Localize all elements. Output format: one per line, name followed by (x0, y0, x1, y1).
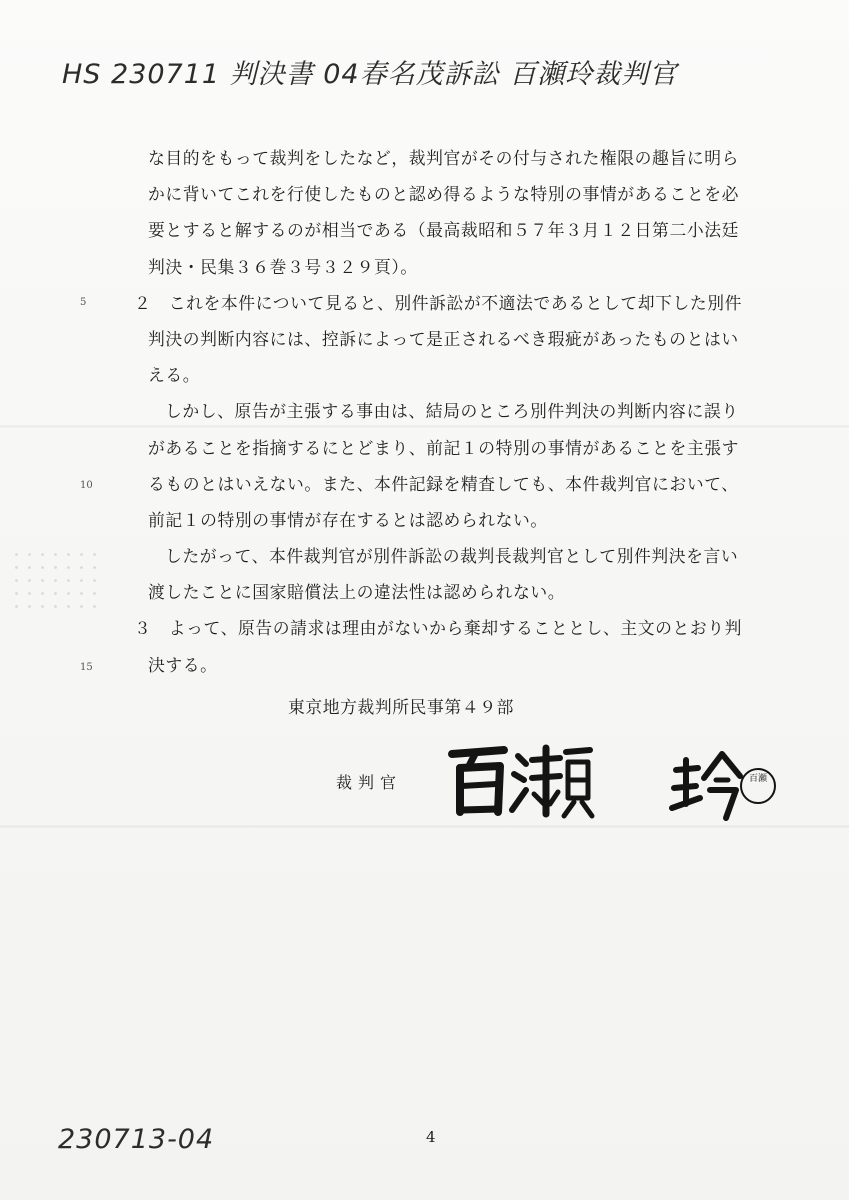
text-line: があることを指摘するにとどまり、前記１の特別の事情があることを主張す (148, 437, 739, 458)
handwritten-header-note: HS 230711 判決書 04春名茂訴訟 百瀬玲裁判官 (62, 59, 678, 90)
text-line: な目的をもって裁判をしたなど，裁判官がその付与された権限の趣旨に明ら (148, 148, 739, 168)
text-line: 前記１の特別の事情が存在するとは認められない。 (148, 509, 548, 530)
text-line: 決する。 (148, 654, 218, 675)
text-line: 判決・民集３６巻３号３２９頁）。 (148, 256, 418, 277)
text-line: ２ これを本件について見ると、別件訴訟が不適法であるとして却下した別件 (134, 292, 743, 313)
text-line: したがって、本件裁判官が別件訴訟の裁判長裁判官として別件判決を言い (165, 546, 739, 567)
judgment-body-text (134, 140, 778, 683)
page-number: 4 (426, 1128, 436, 1146)
svg-text:百瀬: 百瀬 (748, 774, 768, 784)
line-number-15: 15 (80, 662, 93, 673)
text-line: かに背いてこれを行使したものと認め得るような特別の事情があることを必 (148, 184, 739, 205)
handwritten-footer-note: 230713-04 (58, 1124, 215, 1155)
line-number-10: 10 (80, 480, 93, 491)
judge-signature-with-seal (440, 734, 780, 824)
court-name: 東京地方裁判所民事第４９部 (288, 697, 514, 717)
text-line: るものとはいえない。また、本件記録を精査しても、本件裁判官において、 (148, 473, 739, 494)
punch-hole-marks (10, 548, 100, 618)
text-line: 要とすると解するのが相当である（最高裁昭和５７年３月１２日第二小法廷 (148, 220, 739, 241)
judge-title-label: 裁判官 (336, 773, 403, 792)
text-line: える。 (148, 365, 201, 386)
paper-fold-line (0, 825, 849, 828)
text-line: 判決の判断内容には、控訴によって是正されるべき瑕疵があったものとはい (148, 328, 739, 349)
line-number-5: 5 (80, 297, 87, 308)
text-line: しかし、原告が主張する事由は、結局のところ別件判決の判断内容に誤り (165, 401, 739, 422)
text-line: ３ よって、原告の請求は理由がないから棄却することとし、主文のとおり判 (134, 618, 743, 639)
text-line: 渡したことに国家賠償法上の違法性は認められない。 (148, 582, 566, 603)
